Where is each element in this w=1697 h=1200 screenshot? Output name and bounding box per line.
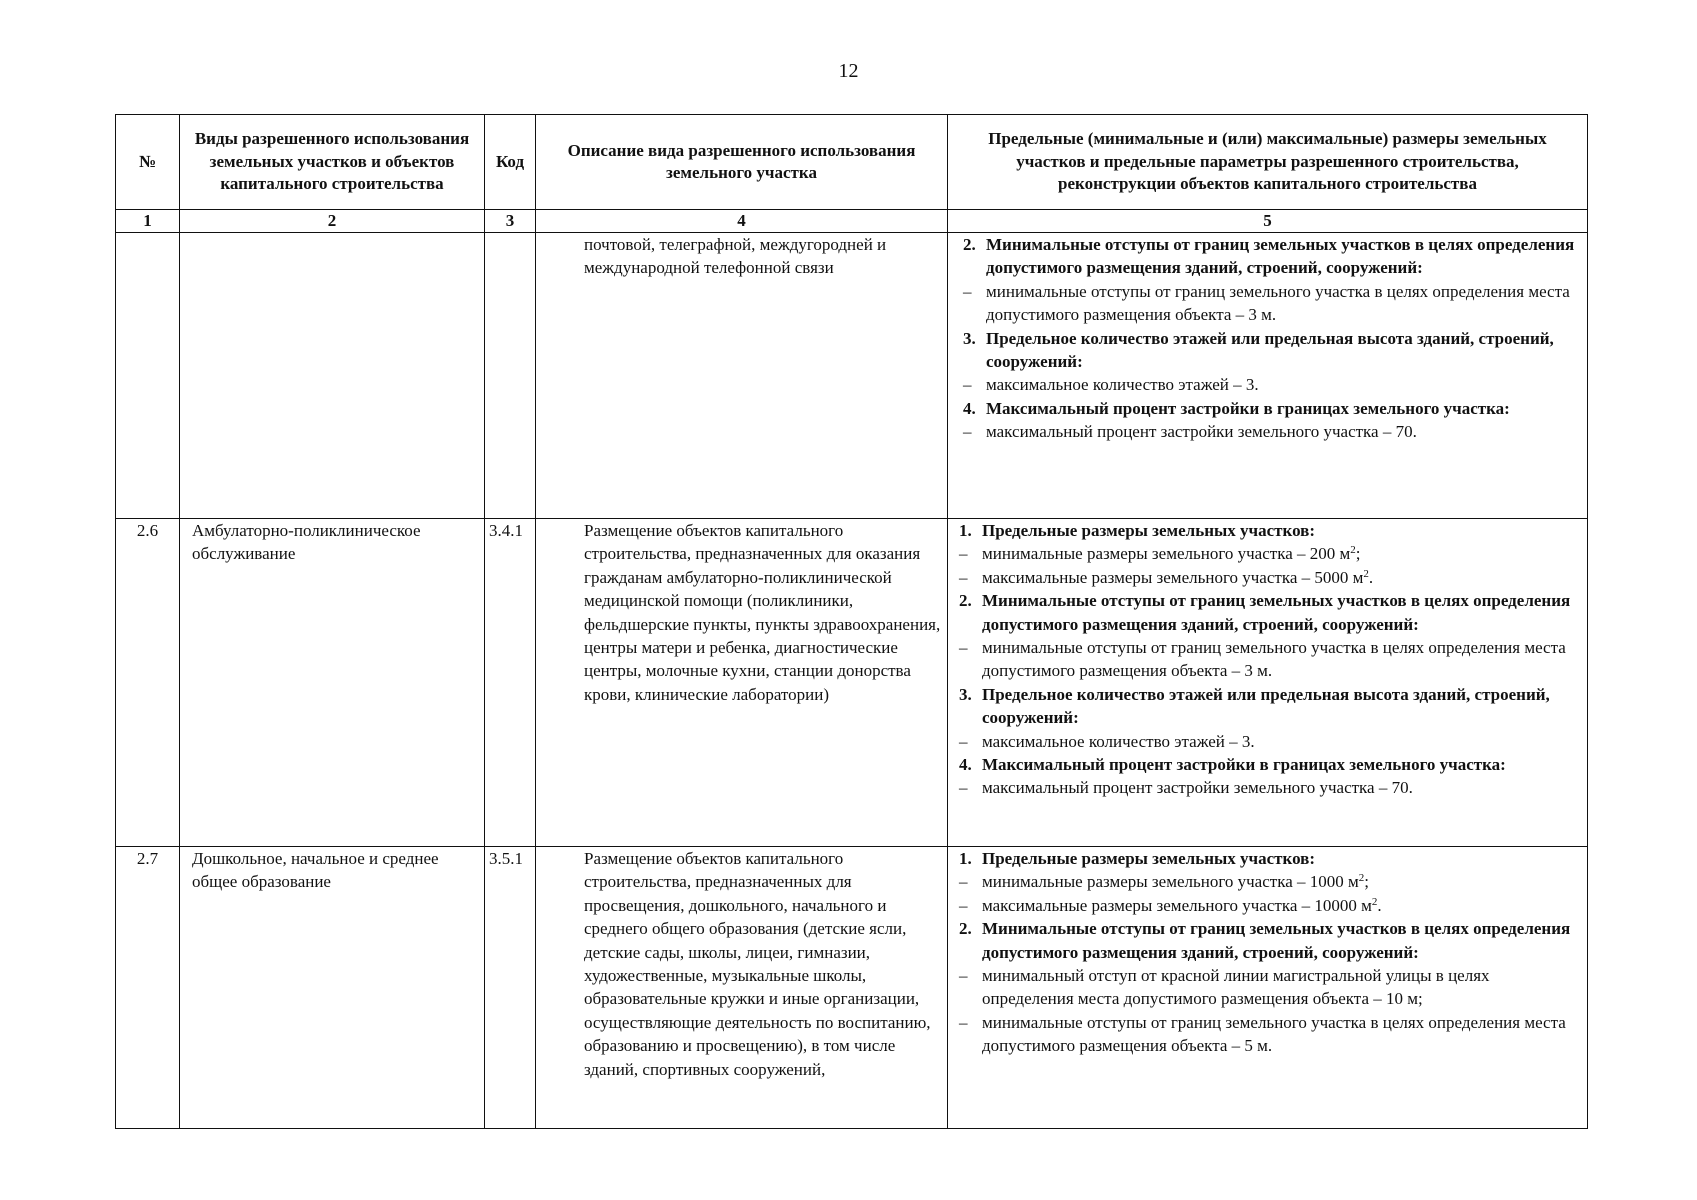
row-description [540, 519, 943, 706]
limit-marker: – [963, 422, 972, 442]
limit-marker: – [959, 872, 968, 892]
header-row [116, 115, 1588, 210]
limit-heading [956, 753, 1581, 776]
limit-text: Минимальные отступы от границ земельных участков в целях определения допустимого размещения зданий, строений, сооружений: [982, 591, 1571, 634]
limit-heading [956, 519, 1581, 542]
limit-heading [956, 683, 1581, 730]
row-number: 2.6 [116, 519, 180, 847]
land-use-table [115, 114, 1588, 1129]
limit-text: Минимальные отступы от границ земельных участков в целях определения допустимого размещения зданий, строений, сооружений: [982, 919, 1571, 962]
limit-marker: 3. [963, 328, 976, 348]
limit-marker: 2. [959, 591, 972, 611]
row-description-cell [536, 847, 948, 1129]
limit-tail: . [1368, 567, 1374, 587]
row-code: 3.5.1 [485, 847, 536, 1129]
limit-heading [960, 397, 1581, 420]
limit-marker: 3. [959, 684, 972, 704]
row-description [540, 847, 943, 1081]
row-number [116, 233, 180, 519]
column-index: 5 [948, 210, 1588, 233]
row-limits-cell [948, 519, 1588, 847]
row-description [540, 233, 943, 280]
limit-item [956, 894, 1581, 917]
limit-item [960, 373, 1581, 396]
limit-text: Минимальные отступы от границ земельных участков в целях определения допустимого размещения зданий, строений, сооружений: [986, 235, 1575, 278]
limit-item [960, 280, 1581, 327]
limit-item [956, 636, 1581, 683]
limit-marker: 4. [963, 398, 976, 418]
limit-tail: ; [1355, 544, 1361, 564]
limit-text: минимальные отступы от границ земельного участка в целях определения места допустимого размещения объекта – 3 м. [982, 638, 1566, 681]
limit-item [956, 776, 1581, 799]
limit-marker: – [959, 1012, 968, 1032]
limit-text: минимальные размеры земельного участка – 1000 м [982, 872, 1359, 892]
limit-item [956, 730, 1581, 753]
limit-text: Предельное количество этажей или предельная высота зданий, строений, сооружений: [986, 328, 1554, 372]
limit-heading [960, 327, 1581, 374]
limit-marker: – [959, 544, 968, 564]
row-code: 3.4.1 [485, 519, 536, 847]
table-row [116, 847, 1588, 1129]
page-number: 12 [838, 60, 859, 82]
description-text: Размещение объектов капитального строительства, предназначенных для просвещения, дошкольного, начального и среднего общего образования (детские ясли, детские сады, школы, лицеи, гимназии, художественные, музыкальные школы, образовательные кружки и иные организации, осуществляющие деятельность по воспитанию, образованию и просвещению), в том числе зданий, спортивных сооружений, [584, 849, 931, 1079]
superscript: 2 [1371, 895, 1378, 908]
limit-marker: – [959, 567, 968, 587]
superscript: 2 [1350, 544, 1356, 557]
header-code: Код [485, 115, 536, 210]
limit-marker: 4. [959, 755, 972, 775]
limit-text: Предельное количество этажей или предельная высота зданий, строений, сооружений: [982, 684, 1550, 728]
limit-heading [956, 847, 1581, 870]
table-row [116, 233, 1588, 519]
limit-marker: 1. [959, 849, 972, 868]
limit-text: максимальные размеры земельного участка – 5000 м [982, 567, 1364, 587]
limit-text: максимальное количество этажей – 3. [986, 375, 1259, 395]
column-index-row [116, 210, 1588, 233]
limit-marker: – [959, 731, 968, 751]
limit-text: максимальные размеры земельного участка – 10000 м [982, 895, 1372, 915]
row-limits [956, 847, 1581, 1058]
description-text: Размещение объектов капитального строительства, предназначенных для оказания гражданам амбулаторно-поликлинической медицинской помощи (поликлиники, фельдшерские пункты, пункты здравоохранения, центры матери и ребенка, диагностические центры, молочные кухни, станции донорства крови, клинические лаборатории) [584, 521, 941, 704]
row-kind: Дошкольное, начальное и среднее общее образование [180, 847, 485, 1129]
limit-marker: 2. [963, 235, 976, 254]
row-kind [180, 233, 485, 519]
limit-marker: – [959, 778, 968, 798]
limit-marker: 1. [959, 521, 972, 540]
limit-marker: – [959, 966, 968, 986]
row-limits-cell [948, 233, 1588, 519]
row-description-cell [536, 233, 948, 519]
header-kind: Виды разрешенного использования земельных участков и объектов капитального строительства [180, 115, 485, 210]
limit-text: минимальный отступ от красной линии магистральной улицы в целях определения места допустимого размещения объекта – 10 м; [982, 966, 1490, 1009]
limit-item [956, 1011, 1581, 1058]
limit-text: максимальный процент застройки земельного участка – 70. [982, 778, 1413, 798]
limit-text: Максимальный процент застройки в границах земельного участка: [982, 755, 1506, 775]
row-limits-cell [948, 847, 1588, 1129]
superscript: 2 [1363, 567, 1369, 580]
row-code [485, 233, 536, 519]
limit-marker: – [963, 281, 972, 301]
column-index: 1 [116, 210, 180, 233]
row-limits [960, 233, 1581, 444]
row-kind: Амбулаторно-поликлиническое обслуживание [180, 519, 485, 847]
limit-heading [960, 233, 1581, 280]
limit-tail: ; [1364, 872, 1369, 892]
limit-text: минимальные отступы от границ земельного участка в целях определения места допустимого размещения объекта – 3 м. [986, 281, 1570, 325]
limit-tail: . [1377, 895, 1382, 915]
limit-item [956, 870, 1581, 893]
description-text: почтовой, телеграфной, междугородней и международной телефонной связи [584, 235, 887, 278]
limit-text: минимальные размеры земельного участка – 200 м [982, 544, 1351, 564]
table-row [116, 519, 1588, 847]
header-num: № [116, 115, 180, 210]
row-description-cell [536, 519, 948, 847]
limit-marker: – [959, 638, 968, 658]
column-index: 2 [180, 210, 485, 233]
row-limits [956, 519, 1581, 800]
limit-text: Предельные размеры земельных участков: [982, 849, 1316, 868]
limit-item [956, 566, 1581, 589]
limit-marker: – [963, 375, 972, 395]
limit-marker: 2. [959, 919, 972, 939]
limit-item [960, 420, 1581, 443]
limit-text: максимальный процент застройки земельного участка – 70. [986, 422, 1417, 442]
limit-heading [956, 589, 1581, 636]
column-index: 4 [536, 210, 948, 233]
superscript: 2 [1358, 872, 1365, 885]
limit-text: Максимальный процент застройки в границах земельного участка: [986, 398, 1510, 418]
column-index: 3 [485, 210, 536, 233]
limit-item [956, 964, 1581, 1011]
limit-item [956, 542, 1581, 565]
limit-heading [956, 917, 1581, 964]
limit-text: минимальные отступы от границ земельного участка в целях определения места допустимого размещения объекта – 5 м. [982, 1012, 1566, 1056]
header-description: Описание вида разрешенного использования земельного участка [536, 115, 948, 210]
limit-text: максимальное количество этажей – 3. [982, 731, 1255, 751]
row-number: 2.7 [116, 847, 180, 1129]
header-limits: Предельные (минимальные и (или) максимальные) размеры земельных участков и предельные параметры разрешенного строительства, реконструкции объектов капитального строительства [948, 115, 1588, 210]
limit-marker: – [959, 895, 968, 915]
limit-text: Предельные размеры земельных участков: [982, 521, 1316, 540]
